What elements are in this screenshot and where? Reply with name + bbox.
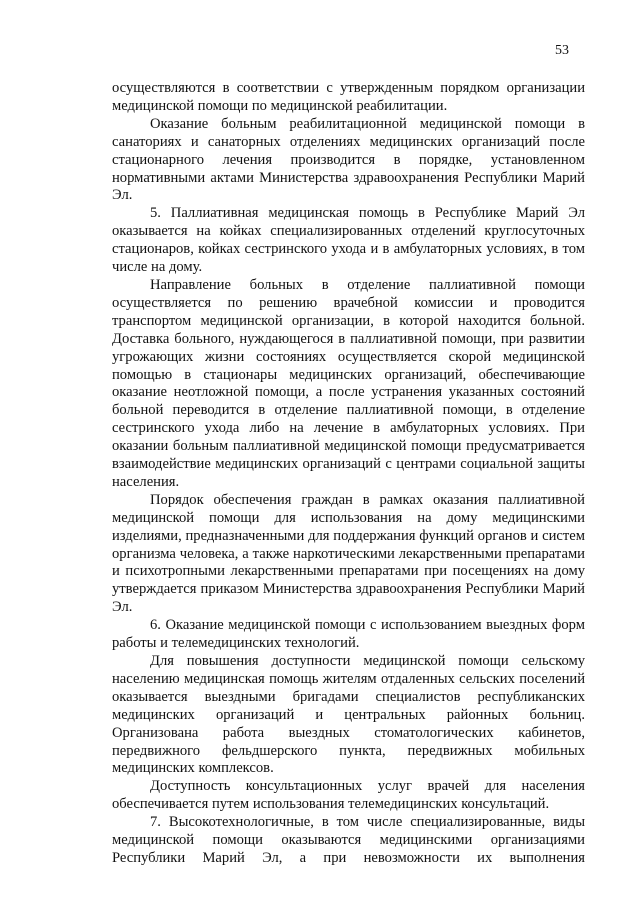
paragraph-high-tech-care: 7. Высокотехнологичные, в том числе специализированные, виды медицинской помощи оказываются медицинскими организациями Республики Марий Эл, а при невозможности их выполнения [112, 814, 585, 866]
paragraph-home-provision: Порядок обеспечения граждан в рамках оказания паллиативной медицинской помощи для использования на дому медицинскими изделиями, предназначенными для поддержания функций органов и систем организма человека, а также наркотическими лекарственными препаратами и психотропными лекарственными препаратами при посещениях на дому утверждается приказом Министерства здравоохранения Республики Марий Эл. [112, 491, 585, 616]
paragraph-rehab-continuation: осуществляются в соответствии с утвержденным порядком организации медицинской помощи по медицинской реабилитации. [112, 80, 585, 114]
paragraph-palliative-care: 5. Паллиативная медицинская помощь в Республике Марий Эл оказывается на койках специализированных отделений круглосуточных стационаров, койках сестринского ухода и в амбулаторных условиях, в том числе на дому. [112, 205, 585, 276]
paragraph-sanatorium: Оказание больным реабилитационной медицинской помощи в санаториях и санаторных отделениях медицинских организаций после стационарного лечения производится в порядке, установленном нормативными актами Министерства здравоохранения Республики Марий Эл. [112, 115, 585, 204]
paragraph-teleconsultation: Доступность консультационных услуг врачей для населения обеспечивается путем использования телемедицинских консультаций. [112, 778, 585, 813]
paragraph-mobile-telemedicine: 6. Оказание медицинской помощи с использованием выездных форм работы и телемедицинских технологий. [112, 617, 585, 652]
page-number: 53 [555, 43, 569, 58]
paragraph-rural-access: Для повышения доступности медицинской помощи сельскому населению медицинская помощь жителям отдаленных сельских поселений оказывается выездными бригадами специалистов республиканских медицинских организаций и центральных районных больниц. Организована работа выездных стоматологических кабинетов, передвижного фельдшерского пункта, передвижных мобильных медицинских комплексов. [112, 653, 585, 777]
paragraph-palliative-referral: Направление больных в отделение паллиативной помощи осуществляется по решению врачебной комиссии и проводится транспортом медицинской организации, в которой находится больной. Доставка больного, нуждающегося в паллиативной помощи, при развитии угрожающих жизни состояниях осуществляется скорой медицинской помощью в стационары медицинских организаций, обеспечивающие оказание неотложной помощи, а после устранения указанных состояний больной переводится в отделение паллиативной помощи, в отделение сестринского ухода либо на лечение в амбулаторных условиях. При оказании больным паллиативной медицинской помощи предусматривается взаимодействие медицинских организаций с центрами социальной защиты населения. [112, 276, 585, 490]
body-text [112, 80, 585, 868]
